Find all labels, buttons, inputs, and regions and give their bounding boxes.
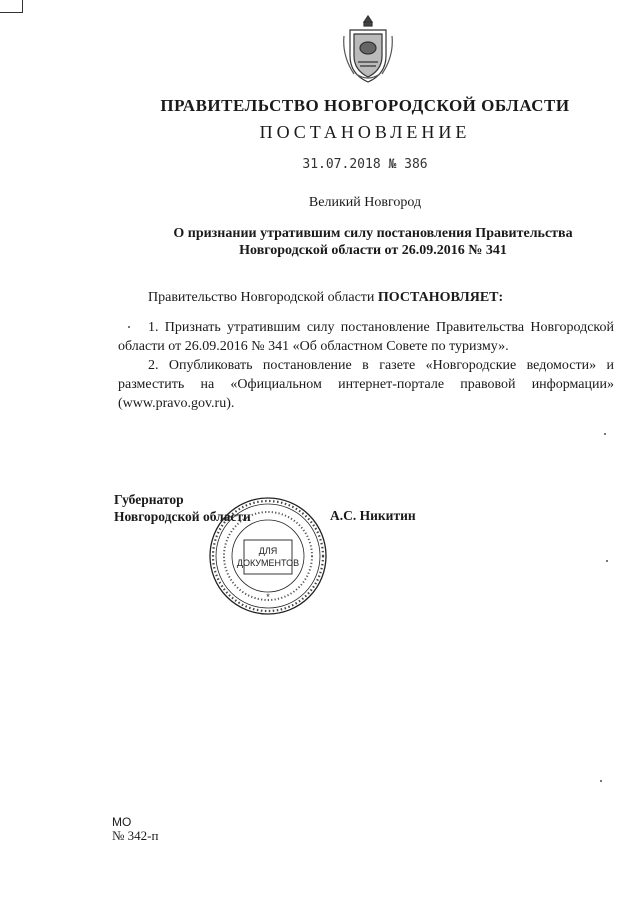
- decree-item-2: 2. Опубликовать постановление в газете «Новгородские ведомости» и разместить на «Официальном интернет-портале правовой информации» (www.pravo.gov.ru).: [118, 358, 614, 411]
- stamp-center-line-2: ДОКУМЕНТОВ: [236, 558, 300, 568]
- preamble: [148, 290, 503, 306]
- subject-line-2: Новгородской области от 26.09.2016 № 341: [239, 243, 507, 258]
- footer-number: № 342-п: [112, 828, 159, 843]
- scan-speck: [604, 433, 606, 435]
- footer-registry: [112, 815, 158, 843]
- scan-speck: [128, 326, 130, 328]
- footer-code: МО: [112, 815, 132, 829]
- coat-of-arms-emblem: [340, 14, 396, 86]
- preamble-text: Правительство Новгородской области: [148, 290, 378, 305]
- signatory-name: А.С. Никитин: [330, 508, 416, 523]
- subject-line-1: О признании утратившим силу постановления Правительства: [173, 226, 573, 241]
- signatory-position-line-2: Новгородской области: [114, 509, 251, 524]
- scan-speck: [606, 560, 608, 562]
- official-stamp: [206, 494, 330, 618]
- corner-mark: [0, 0, 23, 13]
- decree-item-1: 1. Признать утратившим силу постановление Правительства Новгородской области от 26.09.2016 № 341 «Об областном Совете по туризму».: [118, 320, 614, 354]
- document-subject: [118, 225, 628, 259]
- svg-text:*: *: [266, 592, 270, 602]
- document-type: ПОСТАНОВЛЕНИЕ: [259, 122, 471, 142]
- issuing-city: Великий Новгород: [308, 195, 422, 210]
- decree-body: [118, 318, 614, 413]
- preamble-decree-word: ПОСТАНОВЛЯЕТ:: [377, 290, 504, 305]
- scan-speck: [600, 780, 602, 782]
- signatory-position-line-1: Губернатор: [114, 492, 184, 507]
- document-date-number: 31.07.2018 № 386: [302, 157, 428, 172]
- government-title: ПРАВИТЕЛЬСТВО НОВГОРОДСКОЙ ОБЛАСТИ: [160, 96, 570, 115]
- stamp-center-line-1: ДЛЯ: [258, 546, 278, 556]
